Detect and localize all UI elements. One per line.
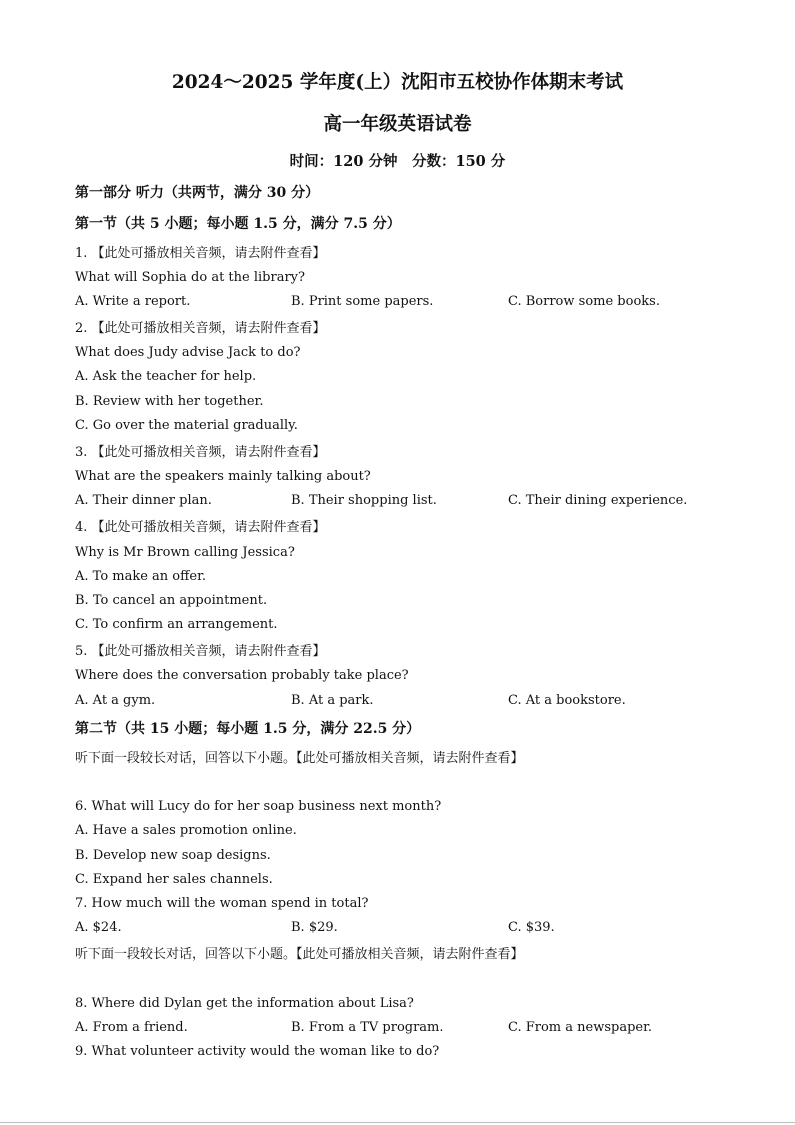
- q2-option-a: A. Ask the teacher for help.: [75, 369, 257, 384]
- q9-text: 9. What volunteer activity would the woman like to do?: [75, 1044, 440, 1059]
- q5-text: Where does the conversation probably take place?: [75, 668, 409, 683]
- q2-option-c: C. Go over the material gradually.: [75, 418, 298, 433]
- q3-option-c: C. Their dining experience.: [508, 493, 688, 508]
- q5-audio-placeholder[interactable]: 5. 【此处可播放相关音频，请去附件查看】: [75, 644, 326, 659]
- part1-heading: 第一部分 听力（共两节，满分 30 分）: [75, 185, 320, 201]
- exam-subtitle: 高一年级英语试卷: [323, 114, 472, 135]
- q7-option-b: B. $29.: [291, 920, 338, 935]
- q2-option-b: B. Review with her together.: [75, 394, 264, 409]
- q5-option-c: C. At a bookstore.: [508, 693, 626, 708]
- q6-option-a: A. Have a sales promotion online.: [75, 823, 297, 838]
- q6-option-b: B. Develop new soap designs.: [75, 848, 271, 863]
- q2-text: What does Judy advise Jack to do?: [75, 345, 301, 360]
- q8-text: 8. Where did Dylan get the information about Lisa?: [75, 996, 414, 1011]
- q5-option-a: A. At a gym.: [75, 693, 156, 708]
- dialogue-instruction[interactable]: 听下面一段较长对话，回答以下小题。【此处可播放相关音频，请去附件查看】: [75, 751, 524, 766]
- q3-audio-placeholder[interactable]: 3. 【此处可播放相关音频，请去附件查看】: [75, 445, 326, 460]
- q7-option-a: A. $24.: [75, 920, 122, 935]
- section2-heading: 第二节（共 15 小题；每小题 1.5 分，满分 22.5 分）: [75, 721, 421, 737]
- q5-option-b: B. At a park.: [291, 693, 374, 708]
- q4-option-a: A. To make an offer.: [75, 569, 206, 584]
- q4-audio-placeholder[interactable]: 4. 【此处可播放相关音频，请去附件查看】: [75, 520, 326, 535]
- q8-option-b: B. From a TV program.: [291, 1020, 444, 1035]
- q1-text: What will Sophia do at the library?: [75, 270, 305, 285]
- q6-text: 6. What will Lucy do for her soap business next month?: [75, 799, 442, 814]
- q8-option-a: A. From a friend.: [75, 1020, 188, 1035]
- section1-heading: 第一节（共 5 小题；每小题 1.5 分，满分 7.5 分）: [75, 216, 401, 232]
- exam-info: 时间：120 分钟 分数：150 分: [289, 153, 506, 170]
- q4-option-c: C. To confirm an arrangement.: [75, 617, 278, 632]
- exam-title: 2024～2025 学年度(上）沈阳市五校协作体期末考试: [171, 72, 624, 93]
- q3-option-b: B. Their shopping list.: [291, 493, 437, 508]
- q1-audio-placeholder[interactable]: 1. 【此处可播放相关音频，请去附件查看】: [75, 246, 326, 261]
- q4-option-b: B. To cancel an appointment.: [75, 593, 268, 608]
- q3-text: What are the speakers mainly talking about?: [75, 469, 371, 484]
- q1-option-c: C. Borrow some books.: [508, 294, 660, 309]
- dialogue-instruction-2[interactable]: 听下面一段较长对话，回答以下小题。【此处可播放相关音频，请去附件查看】: [75, 947, 524, 962]
- q3-option-a: A. Their dinner plan.: [75, 493, 212, 508]
- q1-option-a: A. Write a report.: [75, 294, 191, 309]
- q7-text: 7. How much will the woman spend in total?: [75, 896, 369, 911]
- q7-option-c: C. $39.: [508, 920, 555, 935]
- q4-text: Why is Mr Brown calling Jessica?: [75, 545, 295, 560]
- q2-audio-placeholder[interactable]: 2. 【此处可播放相关音频，请去附件查看】: [75, 321, 326, 336]
- page-bottom-rule: [0, 1122, 795, 1123]
- q8-option-c: C. From a newspaper.: [508, 1020, 653, 1035]
- q1-option-b: B. Print some papers.: [291, 294, 434, 309]
- q6-option-c: C. Expand her sales channels.: [75, 872, 273, 887]
